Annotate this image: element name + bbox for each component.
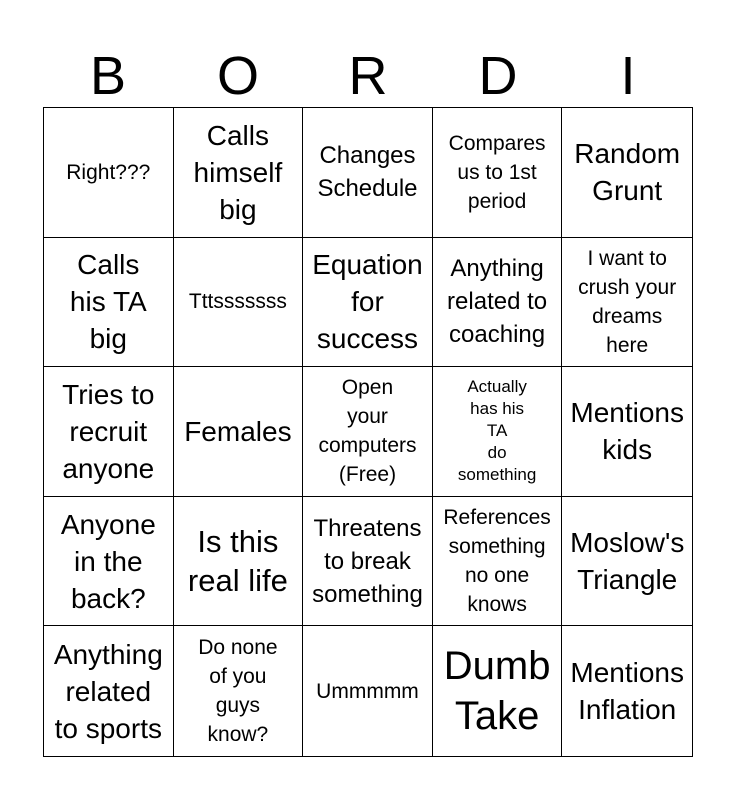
bingo-cell-text: Calls himself big (193, 119, 283, 225)
bingo-cell[interactable] (303, 497, 433, 627)
bingo-cell[interactable] (562, 626, 692, 756)
bingo-cell[interactable] (44, 108, 174, 238)
bingo-cell[interactable] (303, 367, 433, 497)
bingo-cell[interactable] (174, 367, 304, 497)
bingo-cell-text: Dumb Take (443, 644, 551, 739)
bingo-cell-text: Tttsssssss (188, 290, 287, 314)
bingo-cell-text: Females (184, 415, 292, 447)
bingo-cell[interactable] (44, 367, 174, 497)
bingo-cell-text: References something no one knows (443, 506, 551, 617)
bingo-cell[interactable] (433, 367, 563, 497)
bingo-cell[interactable] (303, 238, 433, 368)
bingo-cell[interactable] (562, 367, 692, 497)
bingo-cell-text: Anything related to coaching (447, 255, 548, 349)
bingo-cell-text: Anyone in the back? (60, 508, 156, 614)
bingo-cell[interactable] (562, 497, 692, 627)
bingo-cell[interactable] (562, 108, 692, 238)
bingo-cell-text: Threatens to break something (312, 514, 423, 608)
bingo-cell-text: Right??? (66, 160, 151, 184)
bingo-cell-text: I want to crush your dreams here (578, 246, 677, 357)
bingo-cell-text: Actually has his TA do something (457, 377, 537, 485)
header-letter-r: R (348, 46, 388, 106)
bingo-cell[interactable] (562, 238, 692, 368)
bingo-cell[interactable] (44, 238, 174, 368)
bingo-cell-text: Compares us to 1st period (448, 131, 546, 213)
bingo-cell-text: Do none of you guys know? (198, 636, 278, 747)
bingo-cell[interactable] (433, 626, 563, 756)
header-letter-o: O (216, 46, 259, 106)
bingo-header (43, 44, 693, 108)
bingo-cell-text: Mentions Inflation (570, 657, 684, 726)
header-letter-i: I (620, 46, 636, 106)
bingo-cell-text: Open your computers (Free) (318, 376, 417, 487)
header-letter-d: D (478, 46, 518, 106)
bingo-cell-text: Mentions kids (570, 397, 684, 466)
bingo-cell[interactable] (44, 497, 174, 627)
bingo-cell-text: Changes Schedule (317, 142, 418, 203)
bingo-cell-text: Moslow's Triangle (570, 527, 685, 596)
bingo-board (43, 107, 693, 757)
bingo-cell[interactable] (433, 238, 563, 368)
bingo-cell[interactable] (433, 108, 563, 238)
bingo-cell-text: Is this real life (187, 524, 288, 599)
bingo-cell[interactable] (44, 626, 174, 756)
bingo-cell[interactable] (303, 626, 433, 756)
bingo-cell[interactable] (433, 497, 563, 627)
bingo-cell-text: Ummmmm (316, 679, 419, 703)
bingo-cell-text: Equation for success (312, 249, 423, 355)
bingo-cell[interactable] (303, 108, 433, 238)
header-letter-b: B (89, 46, 127, 106)
bingo-cell[interactable] (174, 108, 304, 238)
bingo-cell-text: Calls his TA big (69, 249, 147, 355)
bingo-cell-text: Tries to recruit anyone (62, 378, 155, 484)
bingo-cell-text: Anything related to sports (53, 638, 163, 744)
bingo-cell[interactable] (174, 497, 304, 627)
bingo-cell[interactable] (174, 626, 304, 756)
bingo-cell[interactable] (174, 238, 304, 368)
bingo-cell-text: Random Grunt (574, 138, 681, 207)
